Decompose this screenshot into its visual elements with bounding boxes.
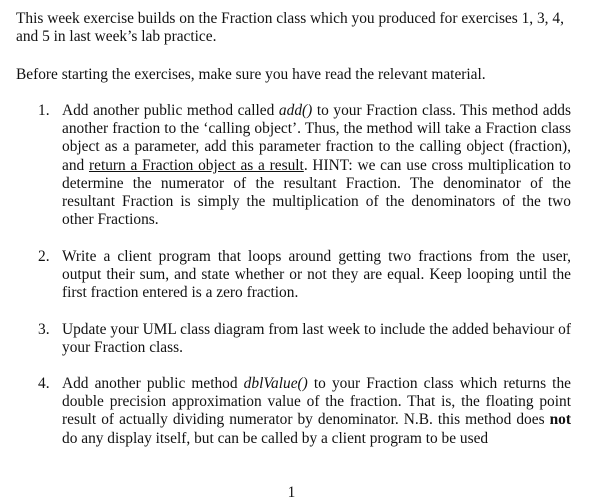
exercise-item-3 bbox=[38, 321, 571, 357]
text-segment: . HINT: we can use cross multiplication to determine the numerator of the resultant Fraction. The denominator of the resultant Fraction is simply the multiplication of the denominators of the two other Fractions. bbox=[62, 156, 571, 229]
text-segment: to your Fraction class. This method adds another fraction to the ‘calling object’. Thus, the method will take a Fraction class object as a parameter, add this parameter fraction to the calling object (fraction), and bbox=[62, 102, 571, 174]
exercise-text bbox=[62, 102, 571, 229]
intro-paragraph: This week exercise builds on the Fraction class which you produced for exercises 1, 3, 4, and 5 in last week’s lab practice. bbox=[16, 10, 564, 46]
bold-text: not bbox=[549, 411, 571, 429]
exercise-text: Update your UML class diagram from last week to include the added behaviour of your Fraction class. bbox=[62, 321, 571, 357]
exercise-number: 3. bbox=[38, 321, 50, 338]
page-number: 1 bbox=[287, 484, 296, 501]
exercise-number: 2. bbox=[38, 248, 50, 265]
underlined-text: return a Fraction object as a result bbox=[88, 156, 304, 174]
text-segment: to your Fraction class which returns the double precision approximation value of the fraction. That is, the floating point result of actually dividing numerator by denominator. N.B. this method does bbox=[62, 375, 571, 429]
method-name: add() bbox=[278, 102, 313, 119]
exercise-number: 1. bbox=[38, 102, 50, 119]
exercise-item-4 bbox=[38, 375, 571, 448]
method-name: dblValue() bbox=[243, 375, 308, 392]
exercise-text bbox=[62, 375, 571, 448]
exercise-item-1 bbox=[38, 102, 571, 229]
exercise-item-2 bbox=[38, 248, 571, 303]
text-segment: do any display itself, but can be called by a client program to be used bbox=[62, 429, 489, 447]
text-segment: Add another public method called bbox=[62, 102, 279, 119]
exercise-text: Write a client program that loops around getting two fractions from the user, output their sum, and state whether or not they are equal. Keep looping until the first fraction entered is a zero fraction. bbox=[62, 248, 571, 302]
exercise-number: 4. bbox=[38, 375, 50, 392]
text-segment: Add another public method bbox=[62, 375, 244, 392]
instruction-paragraph: Before starting the exercises, make sure you have read the relevant material. bbox=[16, 66, 486, 83]
